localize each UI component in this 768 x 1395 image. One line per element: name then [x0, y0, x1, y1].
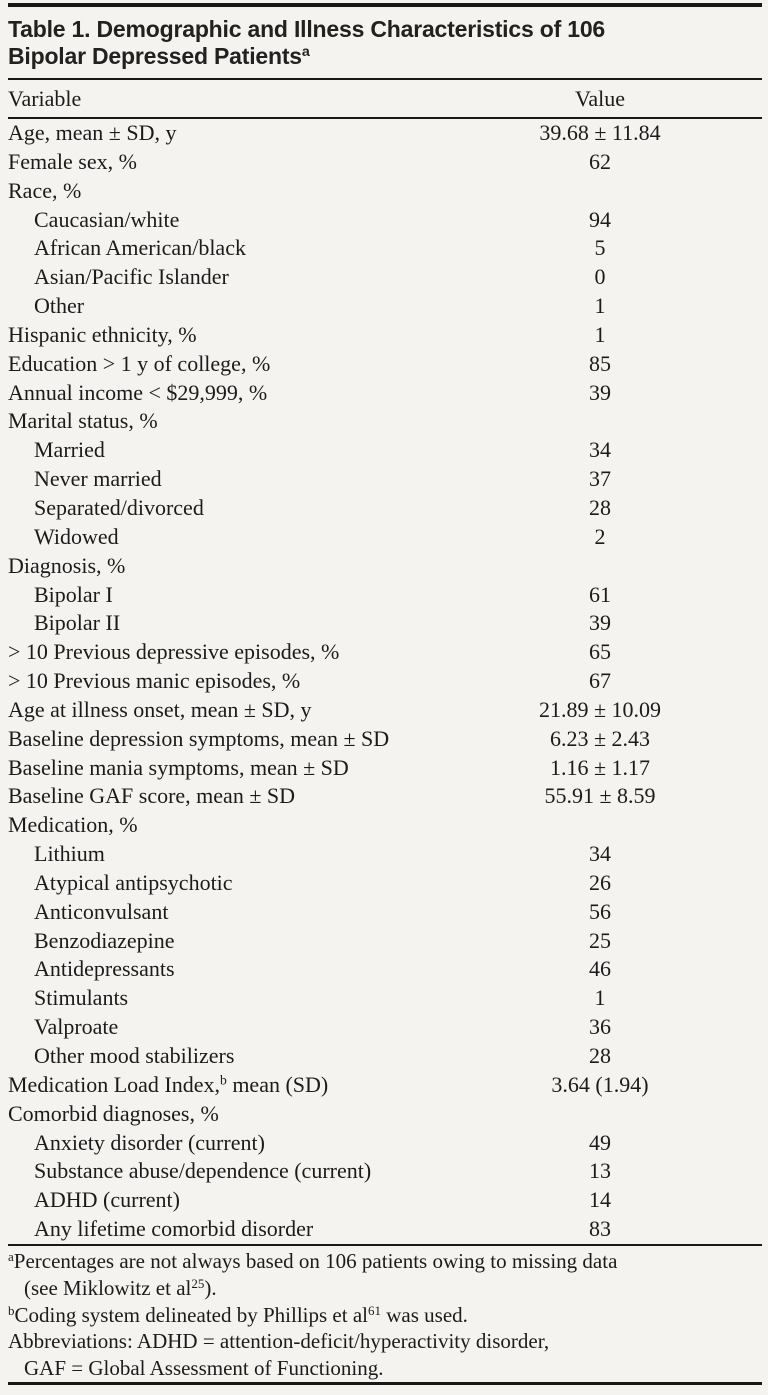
- footnote-a-citation: 25: [191, 1275, 205, 1291]
- row-value: 85: [589, 350, 611, 376]
- row-label: Race, %: [8, 177, 82, 203]
- row-label: Asian/Pacific Islander: [34, 264, 229, 290]
- row-label: Anticonvulsant: [34, 898, 169, 924]
- row-value: 62: [589, 148, 611, 174]
- row-value: [438, 1100, 762, 1129]
- row-value: 0: [594, 264, 606, 290]
- table-row: [8, 206, 762, 235]
- row-label: Marital status, %: [8, 408, 158, 434]
- table-row: [8, 667, 762, 696]
- table-row: [8, 234, 762, 263]
- table-row: [8, 436, 762, 465]
- row-label: Caucasian/white: [34, 206, 180, 232]
- table-row: [8, 523, 762, 552]
- table-title-superscript: a: [301, 44, 310, 61]
- table-row: [8, 754, 762, 783]
- footnote-a-line2: (see Miklowitz et al: [24, 1275, 192, 1300]
- row-label: Baseline GAF score, mean ± SD: [8, 783, 296, 809]
- footnote-a-line1: Percentages are not always based on 106 patients owing to missing data: [13, 1248, 618, 1273]
- bottom-rule: [8, 1382, 762, 1385]
- row-value: 67: [589, 668, 611, 694]
- table-row: [8, 869, 762, 898]
- row-label: Substance abuse/dependence (current): [34, 1158, 372, 1184]
- row-label: African American/black: [34, 235, 246, 261]
- row-value: 13: [589, 1158, 611, 1184]
- footnote-b-marker: b: [8, 1302, 15, 1318]
- table-row: [8, 1100, 762, 1129]
- row-label: Annual income < $29,999, %: [8, 379, 268, 405]
- row-label: Valproate: [34, 1014, 119, 1040]
- row-value: 1.16 ± 1.17: [549, 754, 651, 780]
- row-label: Separated/divorced: [34, 494, 204, 520]
- row-value: 3.64 (1.94): [551, 1071, 649, 1097]
- row-label: Widowed: [34, 523, 119, 549]
- table-row: [8, 263, 762, 292]
- table-title: [8, 16, 762, 70]
- table-row: [8, 1215, 762, 1244]
- row-label: Baseline mania symptoms, mean ± SD: [8, 754, 349, 780]
- table-row: [8, 379, 762, 408]
- row-value: 28: [589, 1043, 611, 1068]
- table-sheet: [0, 3, 768, 1385]
- footnote-a-line2-end: ).: [204, 1275, 217, 1300]
- row-value: 39.68 ± 11.84: [539, 120, 661, 145]
- row-label: Married: [34, 437, 105, 463]
- footnote-b-citation: 61: [367, 1302, 381, 1318]
- top-rule: [8, 3, 762, 7]
- table-title-line2: Bipolar Depressed Patients: [8, 43, 302, 69]
- row-value: 94: [589, 206, 611, 232]
- row-label: Anxiety disorder (current): [34, 1129, 265, 1155]
- row-label: Benzodiazepine: [34, 927, 175, 953]
- table-row: [8, 1071, 762, 1100]
- footnote-a-marker: a: [8, 1248, 14, 1264]
- footnote-b: [8, 1302, 762, 1329]
- table-row: [8, 119, 762, 148]
- table-row: [8, 840, 762, 869]
- row-value: 5: [594, 235, 606, 261]
- row-value: 37: [589, 466, 611, 492]
- row-label: Female sex, %: [8, 148, 137, 174]
- row-label: > 10 Previous depressive episodes, %: [8, 639, 340, 665]
- table-row: [8, 321, 762, 350]
- row-label: Any lifetime comorbid disorder: [34, 1216, 314, 1242]
- abbreviations-line1: Abbreviations: ADHD = attention-deficit/hyperactivity disorder,: [8, 1329, 550, 1354]
- table-row: [8, 638, 762, 667]
- footnote-a: [8, 1248, 762, 1302]
- table-row: [8, 1186, 762, 1215]
- row-label: Hispanic ethnicity, %: [8, 321, 197, 347]
- abbreviations-line2: GAF = Global Assessment of Functioning.: [24, 1356, 384, 1381]
- row-value: 39: [589, 379, 611, 405]
- table-row: [8, 811, 762, 840]
- table-row: [8, 696, 762, 725]
- row-label: Age at illness onset, mean ± SD, y: [8, 696, 312, 722]
- row-value: 34: [589, 437, 611, 463]
- footnote-abbreviations: [8, 1328, 762, 1382]
- row-value: 34: [589, 841, 611, 867]
- table-row: [8, 609, 762, 638]
- row-label: Bipolar II: [34, 610, 121, 636]
- row-label: Antidepressants: [34, 956, 175, 982]
- row-value: 61: [589, 581, 611, 607]
- footnotes: [8, 1246, 762, 1382]
- column-header-row: [8, 80, 762, 117]
- row-value: 46: [589, 956, 611, 982]
- row-value: [438, 552, 762, 581]
- row-value: 25: [589, 927, 611, 953]
- table-row: [8, 725, 762, 754]
- row-label: Age, mean ± SD, y: [8, 120, 177, 145]
- row-value: 2: [594, 523, 606, 549]
- row-value: 1: [594, 321, 606, 347]
- row-value: 1: [594, 985, 606, 1011]
- table-row: [8, 581, 762, 610]
- row-value: 21.89 ± 10.09: [538, 696, 662, 722]
- table-row: [8, 350, 762, 379]
- row-label: Atypical antipsychotic: [34, 869, 233, 895]
- row-label: Education > 1 y of college, %: [8, 350, 271, 376]
- table-row: [8, 465, 762, 494]
- table-row: [8, 1129, 762, 1158]
- table-row: [8, 292, 762, 321]
- row-value: 28: [589, 494, 611, 520]
- table-row: [8, 782, 762, 811]
- row-label: Baseline depression symptoms, mean ± SD: [8, 725, 390, 751]
- row-value: 83: [589, 1216, 611, 1242]
- table-row: [8, 898, 762, 927]
- row-label: Medication Load Index,$^b$ mean (SD): [8, 1071, 329, 1097]
- table-row: [8, 955, 762, 984]
- row-value: 1: [594, 293, 606, 319]
- table-row: [8, 1013, 762, 1042]
- table-row: [8, 407, 762, 436]
- row-value: 39: [589, 610, 611, 636]
- row-value: 65: [589, 639, 611, 665]
- row-value: 55.91 ± 8.59: [544, 783, 656, 809]
- table-row: [8, 984, 762, 1013]
- row-value: [438, 811, 762, 840]
- row-label: Medication, %: [8, 812, 138, 838]
- row-value: 26: [589, 869, 611, 895]
- row-label: Other: [34, 293, 85, 319]
- row-label: Never married: [34, 466, 162, 492]
- row-label: Diagnosis, %: [8, 552, 126, 578]
- table-row: [8, 927, 762, 956]
- row-value: [438, 177, 762, 206]
- row-value: 49: [589, 1129, 611, 1155]
- row-value: [438, 407, 762, 436]
- row-label: Bipolar I: [34, 581, 113, 607]
- row-value: 6.23 ± 2.43: [549, 725, 651, 751]
- row-label: Comorbid diagnoses, %: [8, 1100, 219, 1126]
- row-label: > 10 Previous manic episodes, %: [8, 668, 301, 694]
- footnote-b-text-end: was used.: [381, 1302, 468, 1327]
- row-value: 36: [589, 1014, 611, 1040]
- row-label: Lithium: [34, 841, 105, 867]
- table-row: [8, 177, 762, 206]
- footnote-b-text: Coding system delineated by Phillips et al: [14, 1302, 368, 1327]
- column-header-value: Value: [574, 85, 626, 111]
- row-label: Other mood stabilizers: [34, 1043, 235, 1068]
- row-label: Stimulants: [34, 985, 129, 1011]
- row-label: ADHD (current): [34, 1187, 180, 1213]
- table-row: [8, 1042, 762, 1071]
- column-header-variable: Variable: [8, 85, 82, 111]
- table-body: [8, 119, 762, 1244]
- row-value: 14: [589, 1187, 611, 1213]
- table-row: [8, 552, 762, 581]
- table-row: [8, 148, 762, 177]
- table-row: [8, 494, 762, 523]
- row-value: 56: [589, 898, 611, 924]
- table-title-line1: Table 1. Demographic and Illness Characteristics of 106: [8, 16, 606, 42]
- table-row: [8, 1157, 762, 1186]
